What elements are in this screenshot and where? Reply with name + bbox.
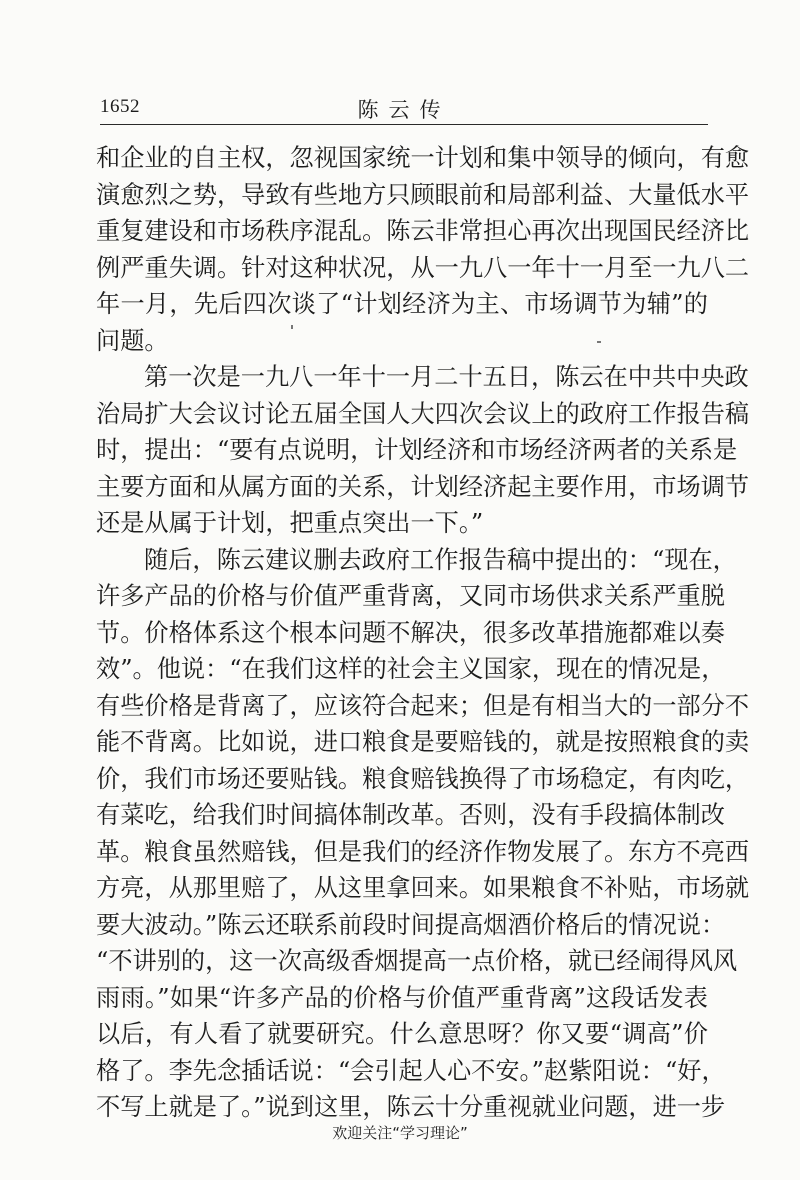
text-line: 节。价格体系这个根本问题不解决，很多改革措施都难以奏 [96, 618, 725, 647]
text-line: 第一次是一九八一年十一月二十五日，陈云在中共中央政 [144, 363, 749, 391]
text-line: 演愈烈之势，导致有些地方只顾眼前和局部利益、大量低水平 [96, 180, 750, 209]
text-line: “不讲别的，这一次高级香烟提高一点价格，就已经闹得风风 [96, 947, 738, 975]
text-line: 问题。 [96, 326, 169, 355]
text-line: 随后，陈云建议删去政府工作报告稿中提出的：“现在， [144, 545, 737, 574]
text-line: 不写上就是了。”说到这里，陈云十分重视就业问题，进一步 [96, 1093, 726, 1121]
running-title: 陈云传 [357, 98, 451, 122]
text-line: 主要方面和从属方面的关系，计划经济起主要作用，市场调节 [96, 472, 750, 501]
text-line: 以后，有人看了就要研究。什么意思呀？你又要“调高”价 [96, 1020, 708, 1048]
text-line: 许多产品的价格与价值严重背离，又同市场供求关系严重脱 [96, 582, 725, 610]
text-line: 例严重失调。针对这种状况，从一九八一年十一月至一九八二 [96, 253, 750, 282]
body-text [96, 140, 750, 1126]
paragraph-1 [96, 140, 750, 359]
paragraph-2 [96, 359, 750, 542]
footer-note: 欢迎关注“学习理论” [332, 1124, 468, 1142]
text-line: 有些价格是背离了，应该符合起来；但是有相当大的一部分不 [96, 691, 750, 720]
text-line: 治局扩大会议讨论五届全国人大四次会议上的政府工作报告稿 [96, 399, 750, 428]
text-line: 有菜吃，给我们时间搞体制改革。否则，没有手段搞体制改 [96, 801, 725, 829]
text-line: 要大波动。”陈云还联系前段时间提高烟酒价格后的情况说： [96, 910, 726, 939]
text-line: 革。粮食虽然赔钱，但是我们的经济作物发展了。东方不亮西 [96, 837, 750, 866]
text-line: 时，提出：“要有点说明，计划经济和市场经济两者的关系是 [96, 436, 738, 464]
text-line: 方亮，从那里赔了，从这里拿回来。如果粮食不补贴，市场就 [96, 874, 750, 902]
scan-speck [291, 325, 293, 329]
text-line: 雨雨。”如果“许多产品的价格与价值严重背离”这段话发表 [96, 983, 708, 1012]
text-line: 年一月，先后四次谈了“计划经济为主、市场调节为辅”的 [96, 290, 708, 318]
text-line: 价，我们市场还要贴钱。粮食赔钱换得了市场稳定，有肉吃， [96, 764, 750, 793]
text-line: 效”。他说：“在我们这样的社会主义国家，现在的情况是， [96, 655, 726, 683]
scan-speck [597, 341, 601, 343]
page-number: 1652 [100, 96, 140, 117]
text-line: 重复建设和市场秩序混乱。陈云非常担心再次出现国民经济比 [96, 217, 750, 245]
running-header [100, 92, 708, 125]
paragraph-3 [96, 542, 750, 1126]
text-line: 和企业的自主权，忽视国家统一计划和集中领导的倾向，有愈 [96, 144, 750, 172]
text-line: 还是从属于计划，把重点突出一下。” [96, 509, 484, 537]
text-line: 能不背离。比如说，进口粮食是要赔钱的，就是按照粮食的卖 [96, 728, 750, 756]
text-line: 格了。李先念插话说：“会引起人心不安。”赵紫阳说：“好， [96, 1056, 726, 1085]
